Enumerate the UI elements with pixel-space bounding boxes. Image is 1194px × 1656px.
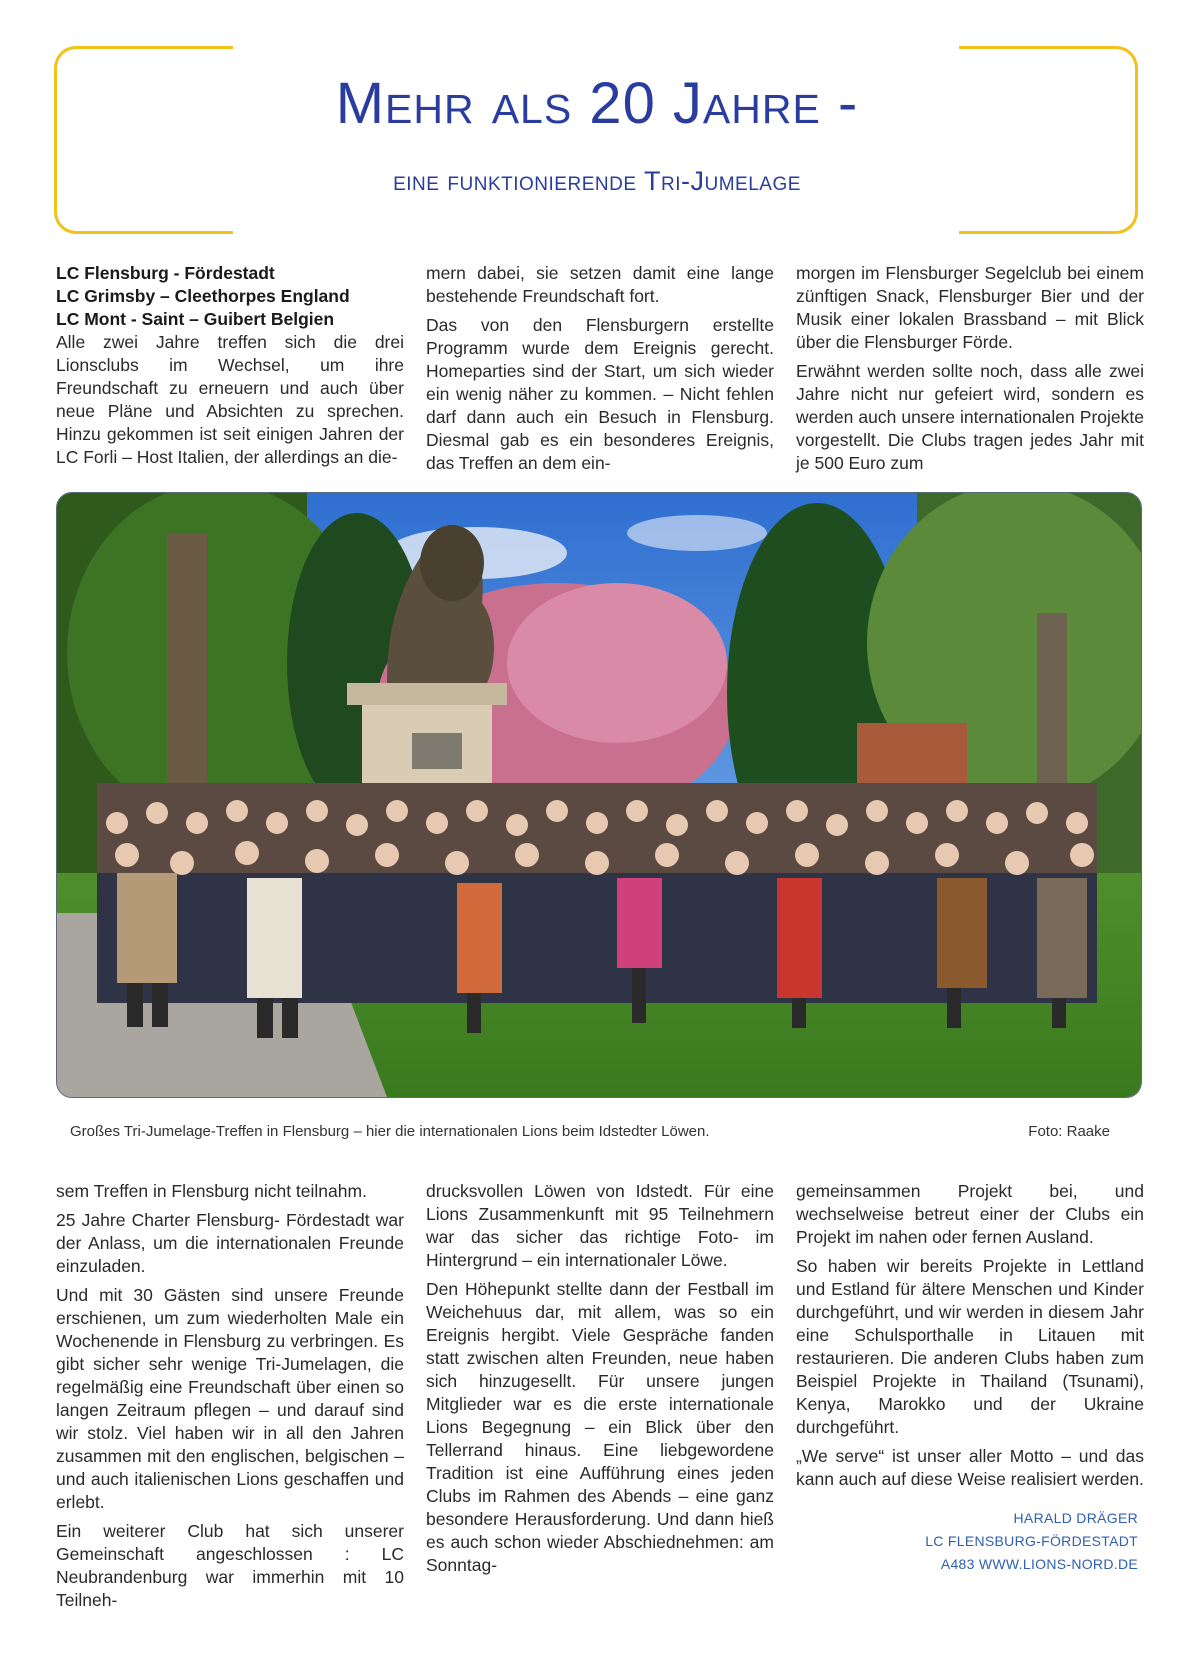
author-name: HARALD DRÄGER (1013, 1510, 1138, 1526)
paragraph: Den Höhepunkt stellte dann der Festball im Weichehuus dar, mit allem, was so ein Ereignis hergibt. Viele Gespräche fanden statt zwischen alten Freunden, neue haben sich hinzugesellt. Für unsere jungen Mitglieder war es die erste internationale Lions Begegnung – ein Blick über den Tellerrand hinaus. Eine liebgewordene Tradition ist eine Aufführung eines jeden Clubs im Rahmen des Abends – eine ganz besondere Herausforderung. Und dann hieß es auch schon wieder Abschiednehmen: am Sonntag- (426, 1279, 774, 1575)
paragraph: Das von den Flensburgern erstellte Programm wurde dem Ereignis gerecht. Homeparties sind der Start, um sich wieder ein wenig näher zu kommen. – Nicht fehlen darf dann auch ein Besuch in Flensburg. Diesmal gab es ein besonderes Ereignis, das Treffen an dem ein- (426, 315, 774, 473)
author-club: LC FLENSBURG-FÖRDESTADT (925, 1533, 1138, 1549)
group-photo (56, 492, 1142, 1098)
paragraph: Erwähnt werden sollte noch, dass alle zwei Jahre nicht nur gefeiert wird, sondern es werden auch unsere internationalen Projekte vorgestellt. Die Clubs tragen jedes Jahr mit je 500 Euro zum (796, 361, 1144, 473)
photo-credit: Foto: Raake (1028, 1123, 1110, 1140)
paragraph: So haben wir bereits Projekte in Lettland und Estland für ältere Menschen und Kinder durchgeführt, und wir werden in diesem Jahr eine Schulsporthalle in Litauen mit restaurieren. Die anderen Clubs haben zum Beispiel Projekte in Thailand (Tsunami), Kenya, Marokko und der Ukraine durchgeführt. (796, 1256, 1144, 1437)
group-photo-illustration (57, 493, 1141, 1097)
club-reference-link: A483 WWW.LIONS-NORD.DE (940, 1556, 1138, 1572)
page-subtitle: eine funktionierende Tri-Jumelage (393, 166, 801, 196)
club-line-3: LC Mont - Saint – Guibert Belgien (56, 309, 335, 329)
paragraph: morgen im Flensburger Segelclub bei einem zünftigen Snack, Flensburger Bier und der Musik einer lokalen Brassband – mit Blick über die Flensburger Förde. (796, 263, 1144, 352)
photo-caption: Großes Tri-Jumelage-Treffen in Flensburg – hier die internationalen Lions beim Idstedter Löwen. (70, 1123, 710, 1140)
top-column-1 (56, 262, 404, 475)
bottom-column-1 (56, 1180, 404, 1618)
paragraph: drucksvollen Löwen von Idstedt. Für eine Lions Zusammenkunft mit 95 Teilnehmern war das sicher das richtige Foto- im Hintergrund – ein internationaler Löwe. (426, 1181, 774, 1270)
club-line-2: LC Grimsby – Cleethorpes England (56, 286, 350, 306)
club-line-1: LC Flensburg - Fördestadt (56, 263, 275, 283)
page-title: Mehr als 20 Jahre - (335, 71, 859, 136)
paragraph: Ein weiterer Club hat sich unserer Gemeinschaft angeschlossen : LC Neubrandenburg war immerhin mit 10 Teilneh- (56, 1521, 404, 1610)
bottom-column-3 (796, 1180, 1144, 1497)
paragraph: gemeinsammen Projekt bei, und wechselweise betreut einer der Clubs ein Projekt im nahen oder fernen Ausland. (796, 1181, 1144, 1247)
top-column-3 (796, 262, 1144, 481)
paragraph: 25 Jahre Charter Flensburg- Fördestadt war der Anlass, um die internationalen Freunde einzuladen. (56, 1210, 404, 1276)
paragraph: Und mit 30 Gästen sind unsere Freunde erschienen, um zum wiederholten Male ein Wochenende in Flensburg zu verbringen. Es gibt sicher sehr wenige Tri-Jumelagen, die regelmäßig eine Freundschaft über einen so langen Zeitraum pflegen – und darauf sind wir stolz. Viel haben wir in all den Jahren zusammen mit den englischen, belgischen – und auch italienischen Lions geschaffen und erlebt. (56, 1285, 404, 1512)
paragraph: mern dabei, sie setzen damit eine lange bestehende Freundschaft fort. (426, 263, 774, 306)
paragraph: Alle zwei Jahre treffen sich die drei Lionsclubs im Wechsel, um ihre Freundschaft zu erneuern und auch über neue Pläne und Absichten zu sprechen. Hinzu gekommen ist seit einigen Jahren der LC Forli – Host Italien, der allerdings an die- (56, 332, 404, 467)
bottom-column-2 (426, 1180, 774, 1583)
paragraph: „We serve“ ist unser aller Motto – und das kann auch auf diese Weise realisiert werden. (796, 1446, 1144, 1489)
top-column-2 (426, 262, 774, 481)
paragraph: sem Treffen in Flensburg nicht teilnahm. (56, 1181, 367, 1201)
